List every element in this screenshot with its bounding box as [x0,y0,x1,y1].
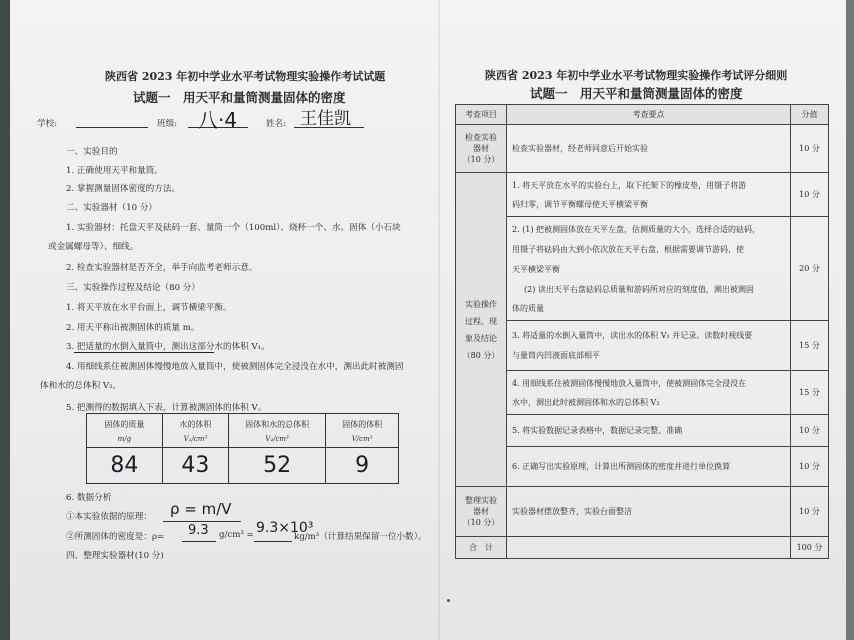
category-2-line-3: 象及结论 [465,333,497,343]
value-mass: 84 [87,448,163,484]
point-2-line-1: 2. (1) 把被测固体放在天平左盘，估测质量的大小，选择合适的砝码， [512,224,761,234]
data-table-col-mass [87,414,163,448]
grading-table [455,104,829,559]
point-1-line-2: 码归零，调节平衡螺母使天平横梁平衡 [512,199,648,209]
section-1-item-1: 1. 正确使用天平和量筒。 [66,166,163,176]
grading-header-score: 分值 [791,105,829,125]
table-header-total: 固体和水的总体积 [245,419,310,429]
pen-underline [74,352,214,353]
principle-line [163,521,241,522]
category-1-line-3: （10 分） [462,155,500,164]
point-tidy-up: 实验器材摆放整齐，实验台面整洁 [507,487,791,537]
page-fold [438,0,440,640]
section-3-item-4a: 4. 用细线系住被测固体慢慢地放入量筒中，使被测固体完全浸没在水中，测出此时被测固 [66,362,404,372]
class-value: 八·4 [198,108,238,132]
category-3-line-2: 器材 [473,507,489,516]
section-4-heading: 四、整理实验器材(10 分) [66,551,164,561]
section-2-heading: 二、实验器材（10 分） [66,203,158,213]
point-5: 5. 将实验数据记录表格中，数据记录完整、准确 [507,415,791,447]
point-2 [507,217,791,321]
category-3-line-1: 整理实验 [465,496,497,505]
point-4-line-2: 水中，测出此时被测固体和水的总体积 V₂ [512,397,660,407]
table-header-solid: 固体的体积 [342,419,383,429]
score-check-equipment: 10 分 [791,125,829,173]
category-2-line-4: （80 分） [462,350,500,360]
point-1 [507,173,791,217]
score-1: 10 分 [791,173,829,217]
section-2-item-2: 2. 检查实验器材是否齐全，举手向监考老师示意。 [66,263,258,273]
value-solid: 9 [326,448,399,484]
category-2-line-2: 过程、现 [465,316,497,326]
section-2-item-1b: 或金属螺母等）、细线。 [48,242,139,252]
principle-value: ρ = m/V [170,500,232,518]
section-1-heading: 一、实验目的 [66,147,118,157]
table-edge [0,0,10,640]
section-3-item-4b: 体和水的总体积 V₂。 [40,381,122,391]
grading-header-point: 考查要点 [507,105,791,125]
category-3-line-3: （10 分） [462,518,500,527]
point-check-equipment: 检查实验器材，经老师同意后开始实验 [507,125,791,173]
data-table-col-total [228,414,325,448]
point-4 [507,371,791,415]
density-value-kg: 9.3×10³ [256,520,314,536]
right-page-subtitle: 试题一 用天平和量筒测量固体的密度 [530,86,743,101]
score-4: 15 分 [791,371,829,415]
data-table [86,413,399,484]
point-3-line-2: 与量筒内凹液面底部相平 [512,350,600,360]
score-5: 10 分 [791,415,829,447]
point-2-line-3: 天平横梁平衡 [512,264,560,274]
table-unit-water: V₁/cm³ [183,434,208,443]
category-procedure [456,173,507,487]
point-2-line-5: 体的质量 [512,303,544,313]
table-header-water: 水的体积 [179,419,212,429]
score-tidy-up: 10 分 [791,487,829,537]
total-label: 合 计 [456,537,507,559]
score-6: 10 分 [791,447,829,487]
data-table-col-water [162,414,228,448]
table-unit-solid: V/cm³ [351,434,373,443]
category-tidy-up [456,487,507,537]
staple-hole [447,599,450,602]
section-3-item-5: 5. 把测得的数据填入下表，计算被测固体的体积 V。 [66,403,267,413]
category-1-line-2: 器材 [473,144,489,153]
section-2-item-1a: 1. 实验器材：托盘天平及砝码一套、量筒一个（100ml）、烧杯一个、水、固体（小石块 [66,223,401,233]
left-page-title: 陕西省 2023 年初中学业水平考试物理实验操作考试试题 [105,70,386,83]
category-check-equipment [456,125,507,173]
category-1-line-1: 检查实验 [465,133,497,142]
density-label: ②所测固体的密度是：ρ= [66,532,165,542]
table-header-mass: 固体的质量 [104,419,145,429]
point-1-line-1: 1. 将天平放在水平的实验台上，取下托架下的橡皮垫，用镊子将游 [512,180,747,190]
score-3: 15 分 [791,321,829,371]
score-2: 20 分 [791,217,829,321]
value-total: 52 [228,448,325,484]
school-field-line [76,127,148,128]
total-score: 100 分 [791,537,829,559]
total-empty [507,537,791,559]
section-3-item-3: 3. 把适量的水倒入量筒中，测出这部分水的体积 V₁。 [66,342,270,352]
table-unit-total: V₂/cm³ [265,434,289,443]
data-table-col-solid [326,414,399,448]
density-value-g: 9.3 [188,523,209,538]
density-line-2 [254,541,292,542]
density-unit-kg: kg/m³（计算结果保留一位小数）。 [294,532,427,542]
name-label: 姓名: [266,119,287,129]
point-3 [507,321,791,371]
section-3-item-1: 1. 将天平放在水平台面上，调节横梁平衡。 [66,303,232,313]
point-4-line-1: 4. 用细线系住被测固体慢慢地放入量筒中，使被测固体完全浸没在 [512,378,747,388]
table-unit-mass: m/g [117,434,132,443]
section-1-item-2: 2. 掌握测量固体密度的方法。 [66,184,181,194]
point-2-line-2: 用镊子将砝码由大到小依次放在天平右盘，根据需要调节游码，使 [512,244,744,254]
value-water: 43 [162,448,228,484]
point-2-line-4: (2) 读出天平右盘砝码总质量和游码所对应的刻度值，测出被测固 [524,284,754,294]
point-6: 6. 正确写出实验原理，计算出所测固体的密度并进行单位换算 [507,447,791,487]
school-label: 学校: [37,119,58,129]
point-3-line-1: 3. 将适量的水倒入量筒中，读出水的体积 V₁ 并记录。读数时视线要 [512,330,753,340]
principle-label: ①本实验依据的原理： [66,512,152,522]
section-6-heading: 6. 数据分析 [66,493,112,503]
right-page-title: 陕西省 2023 年初中学业水平考试物理实验操作考试评分细则 [485,69,788,82]
grading-header-item: 考查项目 [456,105,507,125]
section-3-heading: 三、实验操作过程及结论（80 分） [66,283,200,293]
category-2-line-1: 实验操作 [465,299,497,309]
density-line-1 [182,541,216,542]
name-value: 王佳凯 [300,109,351,129]
density-unit-g: g/cm³ = [219,530,254,540]
class-label: 班级: [157,119,178,129]
left-page-subtitle: 试题一 用天平和量筒测量固体的密度 [133,90,346,105]
section-3-item-2: 2. 用天平称出被测固体的质量 m。 [66,323,200,333]
